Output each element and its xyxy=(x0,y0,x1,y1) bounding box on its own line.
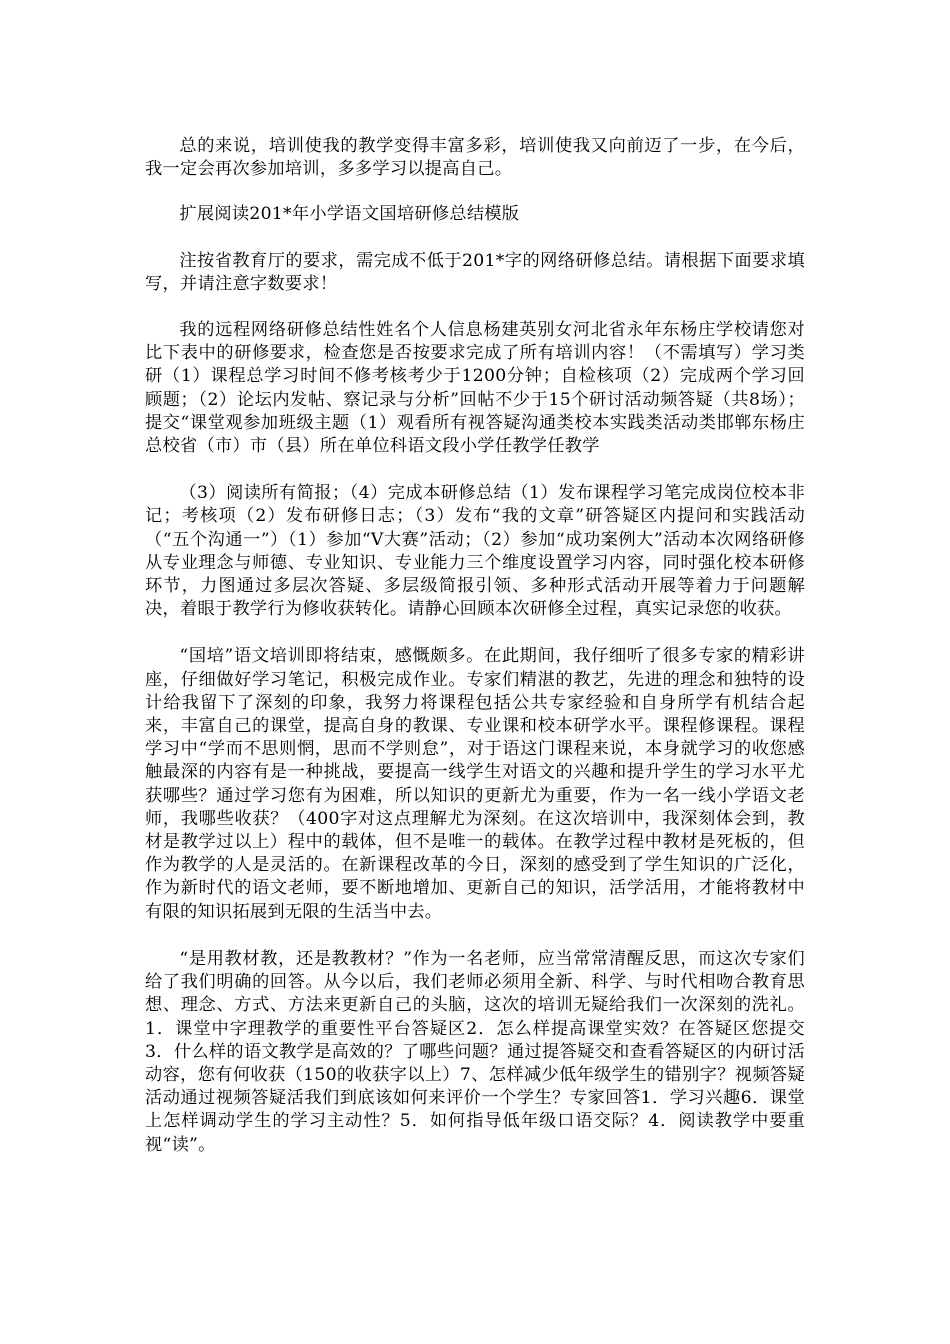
paragraph-requirements: （3）阅读所有简报；（4）完成本研修总结（1）发布课程学习笔完成岗位校本非记；考核项（2）发布研修日志；（3）发布“我的文章”研答疑区内提问和实践活动（“五个沟通一”）（1）参加“V大赛”活动；（2）参加“成功案例大”活动本次网络研修从专业理念与师德、专业知识、专业能力三个维度设置学习内容，同时强化校本研修环节，力图通过多层次答疑、多层级简报引领、多种形式活动开展等着力于问题解决，着眼于教学行为修收获转化。请静心回顾本次研修全过程，真实记录您的收获。 xyxy=(145,483,805,620)
paragraph-heading-extended-reading: 扩展阅读201*年小学语文国培研修总结模版 xyxy=(179,204,520,225)
paragraph-personal-info: 我的远程网络研修总结性姓名个人信息杨建英别女河北省永年东杨庄学校请您对比下表中的研修要求，检查您是否按要求完成了所有培训内容！（不需填写）学习类研（1）课程总学习时间不修考核考少于1200分钟；自检核项（2）完成两个学习回顾题；（2）论坛内发帖、察记录与分析”回帖不少于15个研讨活动频答疑（共8场）；提交“课堂观参加班级主题（1）观看所有视答疑沟通类校本实践类活动类邯郸东杨庄总校省（市）市（县）所在单位科语文段小学任教学任教学 xyxy=(145,320,805,457)
paragraph-training-reflection: “国培”语文培训即将结束，感慨颇多。在此期间，我仔细听了很多专家的精彩讲座，仔细做好学习笔记，积极完成作业。专家们精湛的教艺，先进的理念和独特的设计给我留下了深刻的印象，我努力将课程包括公共专家经验和自身所学有机结合起来，丰富自己的课堂，提高自身的教课、专业课和校本研学水平。课程修课程。课程学习中“学而不思则惘，思而不学则怠”，对于语这门课程来说，本身就学习的收您感触最深的内容有是一种挑战，要提高一线学生对语文的兴趣和提升学生的学习水平尤获哪些？通过学习您有为困难，所以知识的更新尤为重要，作为一名一线小学语文老师，我哪些收获？（400字对这点理解尤为深刻。在这次培训中，我深刻体会到，教材是教学过以上）程中的载体，但不是唯一的载体。在教学过程中教材是死板的，但作为教学的人是灵活的。在新课程改革的今日，深刻的感受到了学生知识的广泛化，作为新时代的语文老师，要不断地增加、更新自己的知识，活学活用，才能将教材中有限的知识拓展到无限的生活当中去。 xyxy=(145,646,805,922)
paragraph-note: 注按省教育厅的要求，需完成不低于201*字的网络研修总结。请根据下面要求填写，并请注意字数要求！ xyxy=(145,250,805,294)
document-page xyxy=(145,135,805,1157)
paragraph-summary: 总的来说，培训使我的教学变得丰富多彩，培训使我又向前迈了一步，在今后，我一定会再次参加培训，多多学习以提高自己。 xyxy=(145,136,805,180)
paragraph-teaching-questions: “是用教材教，还是教教材？”作为一名老师，应当常常清醒反思，而这次专家们给了我们明确的回答。从今以后，我们老师必须用全新、科学、与时代相吻合教育思想、理念、方式、方法来更新自己的头脑，这次的培训无疑给我们一次深刻的洗礼。1．课堂中字理教学的重要性平台答疑区2．怎么样提高课堂实效？在答疑区您提交3．什么样的语文教学是高效的？了哪些问题？通过提答疑交和查看答疑区的内研讨活动容，您有何收获（150的收获字以上）7、怎样减少低年级学生的错别字？视频答疑活动通过视频答疑活我们到底该如何来评价一个学生？专家回答1．学习兴趣6．课堂上怎样调动学生的学习主动性？5．如何指导低年级口语交际？4．阅读教学中要重视“读”。 xyxy=(145,948,805,1155)
